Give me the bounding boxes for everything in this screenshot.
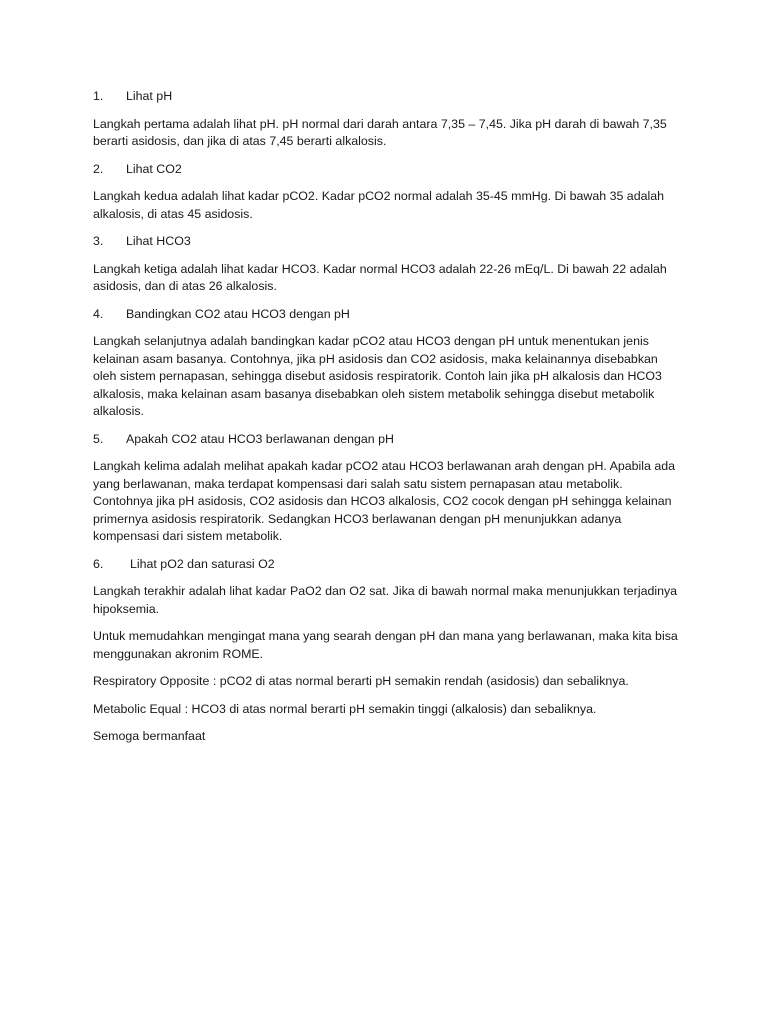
rome-intro-paragraph: Untuk memudahkan mengingat mana yang searah dengan pH dan mana yang berlawanan, maka kita bisa menggunakan akronim ROME. — [93, 629, 678, 661]
step-paragraph-4: Langkah selanjutnya adalah bandingkan kadar pCO2 atau HCO3 dengan pH untuk menentukan jenis kelainan asam basanya. Contohnya, jika pH asidosis dan CO2 asidosis, maka kelainannya disebabkan oleh sistem pernapasan, sehingga disebut asidosis respiratorik. Contoh lain jika pH alkalosis dan HCO3 alkalosis, maka kelainan asam basanya disebabkan oleh sistem metabolik sehingga disebut metabolik alkalosis. — [93, 334, 662, 418]
step-title: Lihat pH — [126, 89, 173, 103]
step-paragraph-3: Langkah ketiga adalah lihat kadar HCO3. Kadar normal HCO3 adalah 22-26 mEq/L. Di bawah 22 adalah asidosis, dan di atas 26 alkalosis. — [93, 261, 667, 293]
step-heading-3 — [93, 233, 678, 251]
step-number: 2. — [93, 161, 104, 176]
document-page — [93, 88, 678, 756]
step-number: 5. — [93, 431, 104, 446]
step-paragraph-1: Langkah pertama adalah lihat pH. pH normal dari darah antara 7,35 – 7,45. Jika pH darah di bawah 7,35 berarti asidosis, dan jika di atas 7,45 berarti alkalosis. — [93, 116, 667, 148]
step-number: 6. — [93, 556, 104, 571]
step-title: Lihat CO2 — [126, 161, 182, 176]
step-number: 1. — [93, 89, 104, 103]
step-title: Lihat pO2 dan saturasi O2 — [130, 556, 275, 571]
step-title: Apakah CO2 atau HCO3 berlawanan dengan pH — [126, 431, 394, 446]
step-paragraph-2: Langkah kedua adalah lihat kadar pCO2. Kadar pCO2 normal adalah 35-45 mmHg. Di bawah 35 adalah alkalosis, di atas 45 asidosis. — [93, 189, 665, 221]
step-title: Lihat HCO3 — [126, 234, 191, 248]
metabolic-equal-line: Metabolic Equal : HCO3 di atas normal berarti pH semakin tinggi (alkalosis) dan sebaliknya. — [93, 701, 597, 716]
step-heading-1 — [93, 88, 678, 106]
step-heading-4 — [93, 306, 678, 324]
step-paragraph-5: Langkah kelima adalah melihat apakah kadar pCO2 atau HCO3 berlawanan arah dengan pH. Apabila ada yang berlawanan, maka terdapat kompensasi dari salah satu sistem pernapasan atau metabolik. Contohnya jika pH asidosis, CO2 asidosis dan HCO3 alkalosis, CO2 cocok dengan pH sehingga kelainan primernya asidosis respiratorik. Sedangkan HCO3 berlawanan dengan pH menunjukkan adanya kompensasi dari sistem metabolik. — [93, 459, 676, 543]
step-paragraph-6: Langkah terakhir adalah lihat kadar PaO2 dan O2 sat. Jika di bawah normal maka menunjukkan terjadinya hipoksemia. — [93, 584, 678, 616]
step-heading-6 — [93, 556, 678, 574]
signoff-line: Semoga bermanfaat — [93, 729, 206, 743]
step-title: Bandingkan CO2 atau HCO3 dengan pH — [126, 306, 350, 321]
step-heading-2 — [93, 161, 678, 179]
step-number: 3. — [93, 234, 104, 248]
step-heading-5 — [93, 431, 678, 449]
step-number: 4. — [93, 306, 104, 321]
respiratory-opposite-line: Respiratory Opposite : pCO2 di atas normal berarti pH semakin rendah (asidosis) dan sebaliknya. — [93, 674, 629, 688]
